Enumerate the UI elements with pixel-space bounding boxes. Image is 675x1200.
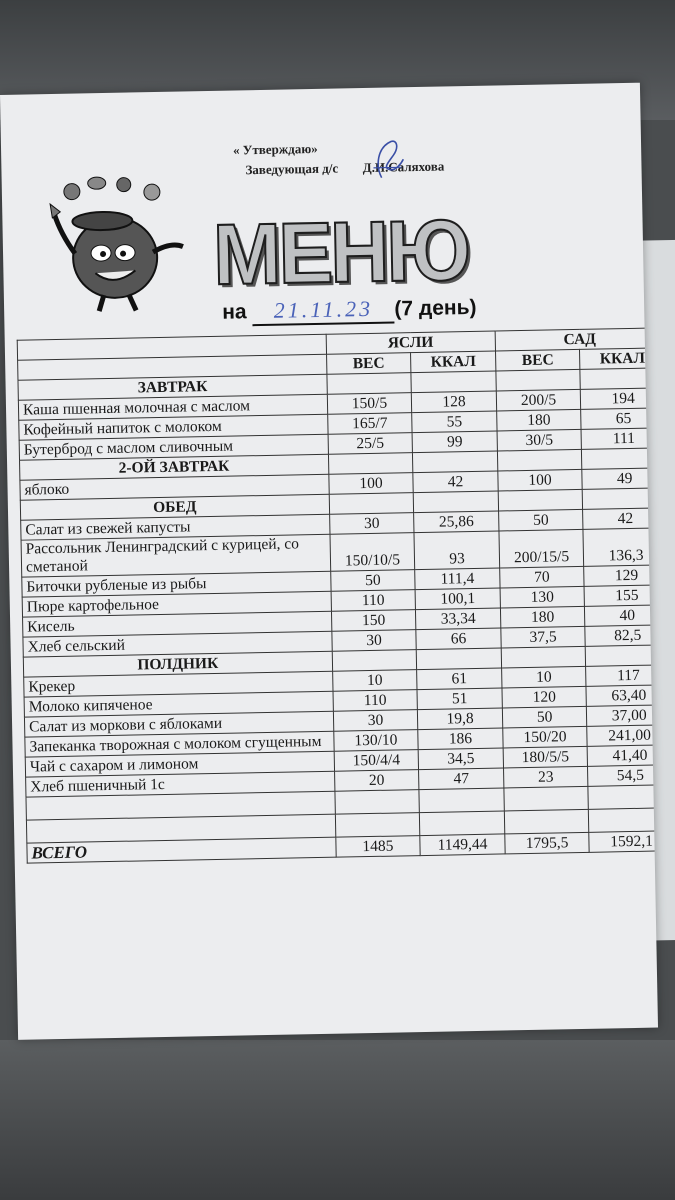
dish-k2: 194 — [581, 388, 658, 410]
dish-k1: 55 — [412, 411, 497, 433]
dish-w1: 10 — [332, 670, 417, 692]
total-k1: 1149,44 — [420, 834, 505, 856]
header-sad: САД — [495, 328, 658, 351]
dish-k2: 40 — [585, 605, 658, 627]
dish-k1: 128 — [412, 391, 497, 413]
empty-cell — [586, 645, 658, 667]
dish-name: яблоко — [20, 474, 329, 500]
dish-name: Бутерброд с маслом сливочным — [19, 434, 328, 460]
dish-w2: 30/5 — [497, 429, 582, 451]
dish-k1: 61 — [417, 668, 502, 690]
dish-k2: 136,3 — [583, 528, 658, 567]
dish-k1: 186 — [418, 728, 503, 750]
dish-name: Салат из моркови с яблоками — [24, 711, 333, 737]
header-kcal-sad: ККАЛ — [580, 348, 658, 370]
dish-w1: 110 — [333, 690, 418, 712]
dish-k2: 49 — [582, 468, 658, 490]
dish-name: Кофейный напиток с молоком — [19, 414, 328, 440]
empty-cell — [582, 448, 658, 470]
dish-w1: 150/4/4 — [334, 750, 419, 772]
empty-cell — [504, 809, 589, 834]
section-title: ОБЕД — [20, 494, 329, 520]
dish-name: Молоко кипяченое — [24, 691, 333, 717]
dish-k1: 25,86 — [414, 511, 499, 533]
date-prefix: на — [221, 300, 247, 324]
dish-w2: 50 — [502, 706, 587, 728]
header-yasli: ЯСЛИ — [326, 331, 495, 354]
approval-position: Заведующая д/с — [245, 160, 339, 178]
menu-sheet — [0, 83, 658, 1040]
dish-w2: 180 — [500, 606, 585, 628]
dish-k2: 82,5 — [585, 625, 658, 647]
total-w1: 1485 — [335, 836, 420, 858]
dish-w2: 180 — [496, 409, 581, 431]
dish-k2: 111 — [581, 428, 658, 450]
background-bottom — [0, 1040, 675, 1200]
header-weight-sad: ВЕС — [495, 349, 580, 371]
dish-k2: 42 — [583, 508, 658, 530]
page-title: МЕНЮ — [212, 202, 469, 304]
dish-w1: 30 — [332, 630, 417, 652]
signature-icon — [371, 137, 406, 182]
empty-cell — [589, 808, 658, 833]
dish-k1: 93 — [414, 531, 499, 570]
dish-w2: 70 — [499, 566, 584, 588]
dish-name: Рассольник Ленинградский с курицей, со сметаной — [21, 534, 330, 577]
dish-w1: 165/7 — [327, 413, 412, 435]
mascot-illustration — [42, 171, 195, 314]
empty-cell — [583, 488, 658, 510]
dish-w1: 150/5 — [327, 393, 412, 415]
dish-name: Каша пшенная молочная с маслом — [18, 394, 327, 420]
dish-w1: 50 — [330, 570, 415, 592]
empty-cell — [328, 453, 413, 475]
dish-w1: 150/10/5 — [330, 533, 415, 572]
dish-k2: 54,5 — [588, 765, 658, 787]
dish-k1: 19,8 — [418, 708, 503, 730]
dish-w2: 100 — [498, 469, 583, 491]
menu-date: 21.11.23 — [252, 295, 395, 326]
dish-k1: 66 — [416, 628, 501, 650]
dish-k1: 100,1 — [415, 588, 500, 610]
empty-cell — [416, 648, 501, 670]
dish-k2: 117 — [586, 665, 658, 687]
empty-cell — [411, 371, 496, 393]
empty-cell — [501, 646, 586, 668]
dish-w1: 150 — [331, 610, 416, 632]
dish-w1: 130/10 — [333, 730, 418, 752]
dish-k1: 111,4 — [415, 568, 500, 590]
empty-cell — [335, 813, 420, 838]
dish-w2: 200/15/5 — [499, 529, 584, 568]
section-title: ЗАВТРАК — [18, 374, 327, 400]
section-title: 2-ОЙ ЗАВТРАК — [20, 454, 329, 480]
dish-w2: 10 — [501, 666, 586, 688]
dish-name: Пюре картофельное — [22, 591, 331, 617]
empty-cell — [498, 489, 583, 511]
dish-w1: 25/5 — [328, 433, 413, 455]
empty-cell — [588, 785, 658, 810]
dish-w2: 23 — [503, 766, 588, 788]
empty-cell — [332, 650, 417, 672]
empty-cell — [420, 811, 505, 836]
empty-cell — [335, 790, 420, 815]
dish-w2: 180/5/5 — [503, 746, 588, 768]
dish-w1: 30 — [329, 513, 414, 535]
dish-k1: 51 — [417, 688, 502, 710]
empty-cell — [497, 449, 582, 471]
dish-k1: 47 — [419, 768, 504, 790]
approval-stamp — [233, 136, 445, 180]
dish-name: Кисель — [23, 611, 332, 637]
dish-w1: 110 — [331, 590, 416, 612]
empty-cell — [413, 491, 498, 513]
dish-k2: 129 — [584, 565, 658, 587]
total-label: ВСЕГО — [27, 837, 336, 863]
dish-name: Хлеб сельский — [23, 631, 332, 657]
dish-name: Хлеб пшеничный 1с — [26, 771, 335, 797]
menu-table — [17, 327, 658, 863]
dish-k2: 65 — [581, 408, 658, 430]
header-kcal-yasli: ККАЛ — [411, 351, 496, 373]
dish-name: Запеканка творожная с молоком сгущенным — [25, 731, 334, 757]
dish-w2: 37,5 — [501, 626, 586, 648]
dish-w1: 30 — [333, 710, 418, 732]
empty-cell — [329, 493, 414, 515]
total-w2: 1795,5 — [505, 832, 590, 854]
dish-w1: 100 — [329, 473, 414, 495]
dish-k1: 42 — [413, 471, 498, 493]
dish-w2: 50 — [498, 509, 583, 531]
dish-name: Чай с сахаром и лимоном — [25, 751, 334, 777]
dish-k2: 37,00 — [587, 705, 658, 727]
dish-name: Биточки рубленые из рыбы — [22, 571, 331, 597]
dish-k1: 99 — [412, 431, 497, 453]
day-number: (7 день) — [394, 295, 477, 321]
dish-k2: 155 — [584, 585, 658, 607]
date-line — [222, 294, 477, 327]
approval-heading: « Утверждаю» — [232, 140, 318, 158]
empty-cell — [496, 369, 581, 391]
dish-name: Салат из свежей капусты — [21, 514, 330, 540]
dish-name: Крекер — [24, 671, 333, 697]
dish-k2: 41,40 — [587, 745, 658, 767]
empty-cell — [504, 786, 589, 811]
dish-k2: 63,40 — [586, 685, 658, 707]
dish-k2: 241,00 — [587, 725, 658, 747]
dish-w2: 120 — [502, 686, 587, 708]
dish-w2: 150/20 — [503, 726, 588, 748]
dish-w2: 130 — [500, 586, 585, 608]
empty-cell — [419, 788, 504, 813]
approval-name: Д.И.Саляхова — [362, 158, 445, 176]
total-k2: 1592,1 — [589, 831, 658, 853]
dish-k1: 33,34 — [416, 608, 501, 630]
dish-w2: 200/5 — [496, 389, 581, 411]
dish-w1: 20 — [334, 770, 419, 792]
empty-cell — [413, 451, 498, 473]
header-weight-yasli: ВЕС — [326, 353, 411, 375]
dish-k1: 34,5 — [418, 748, 503, 770]
empty-cell — [327, 373, 412, 395]
section-title: ПОЛДНИК — [23, 651, 332, 677]
